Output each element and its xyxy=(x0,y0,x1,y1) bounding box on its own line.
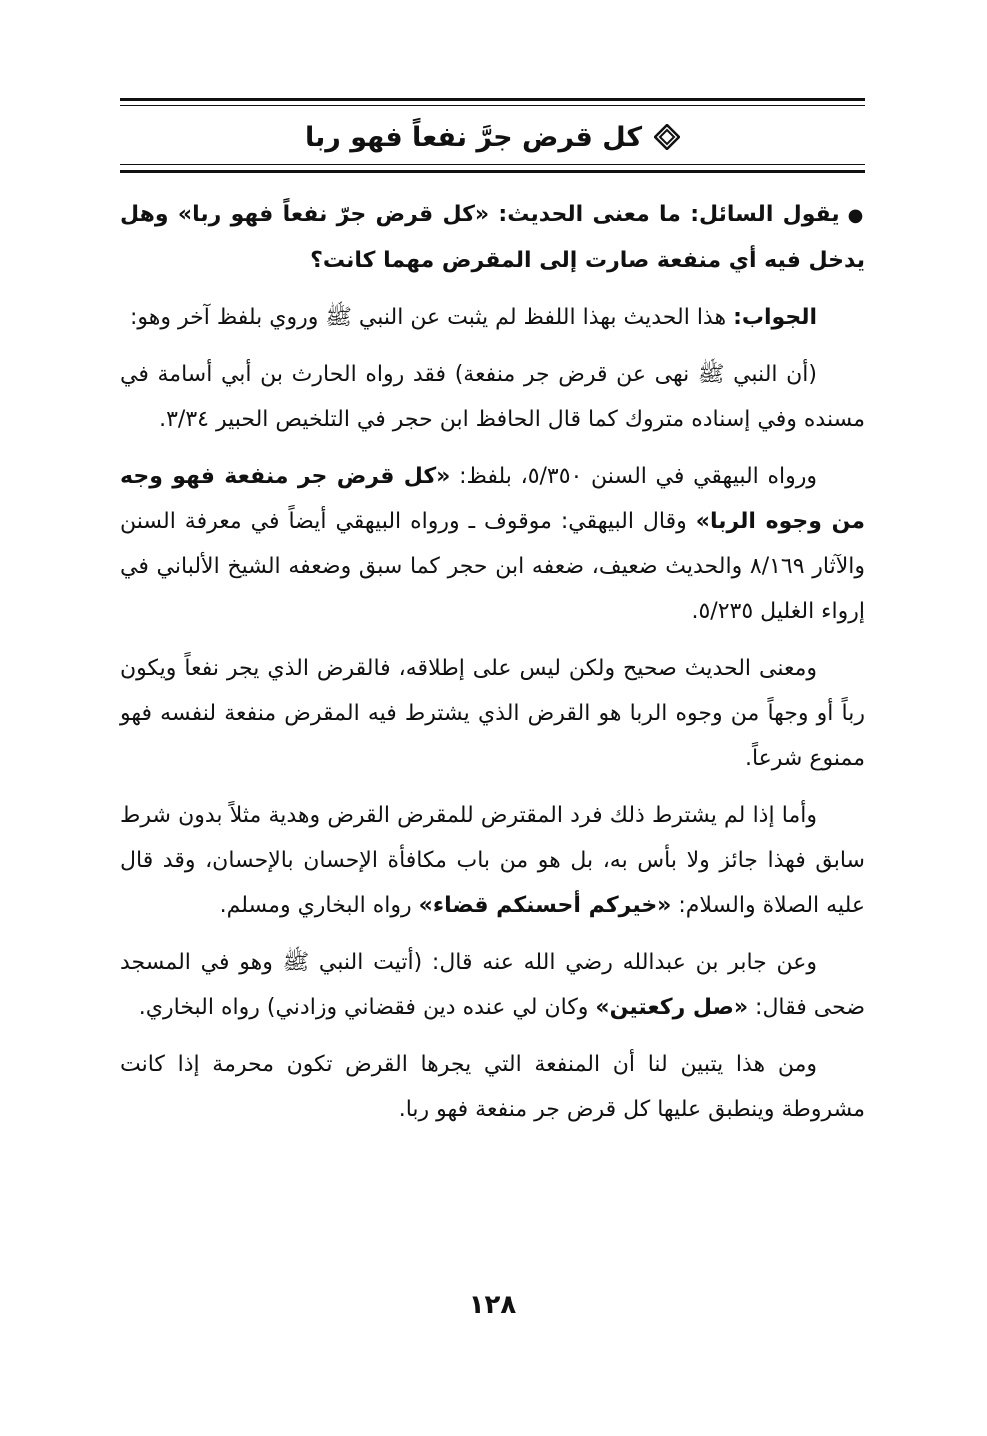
hadith-quote-1: «كل قرض جر منفعة فهو وجه من وجوه الربا» xyxy=(120,464,865,534)
hadith-quote-2: «خيركم أحسنكم قضاء» xyxy=(418,893,672,918)
answer-text-3c: وقال البيهقي: موقوف ـ ورواه البيهقي أيضاً في معرفة السنن والآثار ٨/١٦٩ والحديث ضعيف، ضعفه ابن حجر كما سبق وضعفه الشيخ الألباني في إرواء الغليل ٥/٢٣٥. xyxy=(120,509,865,624)
answer-label: الجواب: xyxy=(733,305,817,330)
answer-text-6a: وعن جابر بن عبدالله رضي الله عنه قال: (أتيت النبي ﷺ وهو في المسجد ضحى فقال: xyxy=(120,950,865,1020)
answer-paragraph-4 xyxy=(120,646,865,781)
answer-paragraph-6 xyxy=(120,940,865,1030)
top-rule-outer xyxy=(120,98,865,101)
answer-paragraph-7 xyxy=(120,1042,865,1132)
answer-text-4: ومعنى الحديث صحيح ولكن ليس على إطلاقه، فالقرض الذي يجر نفعاً ويكون رباً أو وجهاً من وجوه الربا هو القرض الذي يشترط فيه المقرض منفعة لنفسه فهو ممنوع شرعاً. xyxy=(120,656,865,771)
answer-paragraph-3 xyxy=(120,454,865,634)
answer-text-5a: وأما إذا لم يشترط ذلك فرد المقترض للمقرض القرض وهدية مثلاً بدون شرط سابق فهذا جائز ولا بأس به، بل هو من باب مكافأة الإحسان بالإحسان، وقد قال عليه الصلاة والسلام: xyxy=(120,803,865,918)
chapter-title: كل قرض جرَّ نفعاً فهو ربا xyxy=(304,121,643,153)
answer-text-1: هذا الحديث بهذا اللفظ لم يثبت عن النبي ﷺ وروي بلفظ آخر وهو: xyxy=(129,305,727,330)
document-page xyxy=(120,0,865,1436)
answer-paragraph-5 xyxy=(120,793,865,928)
question-label: يقول السائل: xyxy=(690,202,840,227)
question-paragraph xyxy=(120,192,865,283)
document-body xyxy=(120,192,865,1144)
answer-text-2: (أن النبي ﷺ نهى عن قرض جر منفعة) فقد رواه الحارث بن أبي أسامة في مسنده وفي إسناده متروك كما قال الحافظ ابن حجر في التلخيص الحبير ٣/٣٤. xyxy=(120,362,865,432)
chapter-header xyxy=(120,113,865,161)
header-rule-inner xyxy=(120,164,865,165)
question-text: ما معنى الحديث: «كل قرض جرّ نفعاً فهو ربا» وهل يدخل فيه أي منفعة صارت إلى المقرض مهما كانت؟ xyxy=(120,202,865,273)
answer-paragraph-1 xyxy=(120,295,865,340)
answer-text-6c: وكان لي عنده دين فقضاني وزادني) رواه البخاري. xyxy=(138,995,596,1020)
answer-text-7: ومن هذا يتبين لنا أن المنفعة التي يجرها القرض تكون محرمة إذا كانت مشروطة وينطبق عليها كل قرض جر منفعة فهو ربا. xyxy=(120,1052,865,1122)
bullet-icon: ● xyxy=(847,205,865,226)
hadith-quote-3: «صل ركعتين» xyxy=(595,995,749,1020)
diamond-icon xyxy=(654,124,680,150)
answer-paragraph-2 xyxy=(120,352,865,442)
page-number: ١٢٨ xyxy=(468,1290,517,1320)
top-rule-inner xyxy=(120,105,865,106)
answer-text-5c: رواه البخاري ومسلم. xyxy=(219,893,419,918)
header-rule-outer xyxy=(120,170,865,173)
answer-text-3a: ورواه البيهقي في السنن ٥/٣٥٠، بلفظ: xyxy=(450,464,817,489)
